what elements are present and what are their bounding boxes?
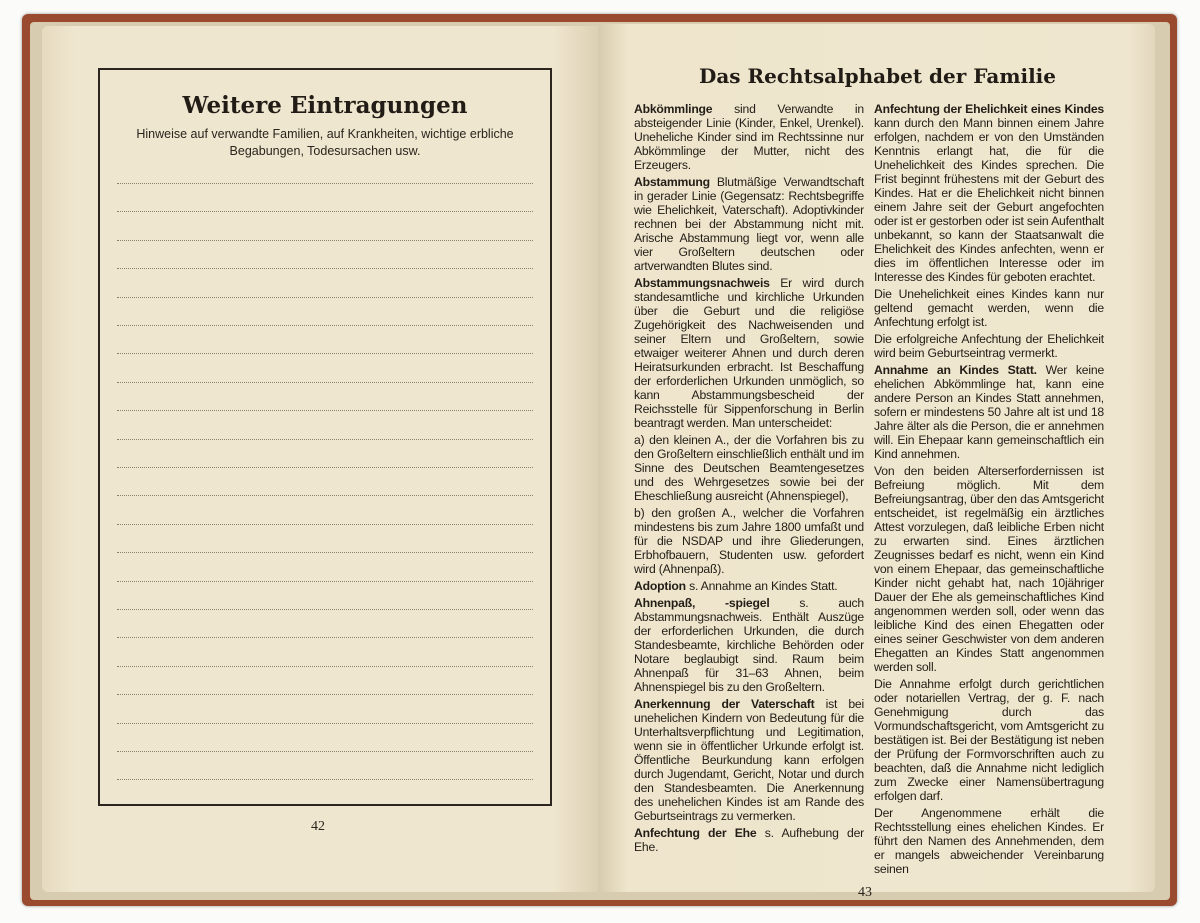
glossary-entry xyxy=(874,287,1104,329)
glossary-term: Abstammungsnachweis xyxy=(634,276,770,290)
glossary-text: sind Verwandte in absteigender Linie (Kinder, Enkel, Urenkel). Uneheliche Kinder sind im Rechtssinne nur Abkömmlinge der Mutter, nicht des Erzeugers. xyxy=(634,102,865,172)
entry-line[interactable] xyxy=(117,410,533,411)
glossary-text: Wer keine ehelichen Abkömmlinge hat, kann eine andere Person an Kindes Statt annehmen, sofern er mindestens 50 Jahre alt ist und 18 Jahre älter als die Person, die er annehmen will. Ein Ehepaar kann gemeinschaftlich ein Kind annehmen. xyxy=(874,363,1105,461)
entry-line[interactable] xyxy=(117,495,533,496)
glossary-term: Ahnenpaß, -spiegel xyxy=(634,596,770,610)
text-column-left xyxy=(634,102,864,857)
entry-line[interactable] xyxy=(117,666,533,667)
glossary-term: Anfechtung der Ehelichkeit eines Kindes xyxy=(874,102,1104,116)
entry-line[interactable] xyxy=(117,439,533,440)
entry-line[interactable] xyxy=(117,694,533,695)
glossary-entry xyxy=(634,102,864,172)
entry-line[interactable] xyxy=(117,353,533,354)
glossary-text: Die erfolgreiche Anfechtung der Ehelichkeit wird beim Geburtseintrag vermerkt. xyxy=(874,332,1104,360)
entry-line[interactable] xyxy=(117,609,533,610)
glossary-entry xyxy=(634,175,864,273)
entry-line[interactable] xyxy=(117,637,533,638)
entry-line[interactable] xyxy=(117,552,533,553)
text-column-right xyxy=(874,102,1104,879)
glossary-term: Abstammung xyxy=(634,175,710,189)
glossary-entry xyxy=(874,677,1104,803)
glossary-term: Adoption xyxy=(634,579,686,593)
entry-line[interactable] xyxy=(117,467,533,468)
glossary-text: Von den beiden Alterserfordernissen ist Befreiung möglich. Mit dem Befreiungsantrag, über den das Amtsgericht entscheidet, ist regelmäßig ein ärztliches Attest vorzulegen, daß leibliche Erben nicht zu erwarten sind. Eines ärztlichen Zeugnisses bedarf es nicht, wenn ein Kind von einem Ehepaar, das gemeinschaftliche Kinder nicht gehabt hat, nach 10jähriger Dauer der Ehe als gemeinschaftliches Kind angenommen werden soll, oder wenn das leibliche Kind des einen Ehegatten oder eines seiner Geschwister von dem anderen Ehegatten an Kindes Statt angenommen werden soll. xyxy=(874,464,1104,674)
entry-line[interactable] xyxy=(117,524,533,525)
glossary-term: Anerkennung der Vaterschaft xyxy=(634,697,815,711)
page-number: 43 xyxy=(858,885,872,900)
glossary-entry xyxy=(874,332,1104,360)
left-page xyxy=(42,26,598,892)
entry-line[interactable] xyxy=(117,779,533,780)
glossary-entry xyxy=(634,506,864,576)
glossary-entry xyxy=(874,363,1104,461)
entry-line[interactable] xyxy=(117,240,533,241)
glossary-entry xyxy=(634,276,864,430)
entry-line[interactable] xyxy=(117,211,533,212)
page-title: Das Rechtsalphabet der Familie xyxy=(699,64,1056,88)
glossary-term: Anfechtung der Ehe xyxy=(634,826,757,840)
glossary-text: Die Annahme erfolgt durch gerichtlichen oder notariellen Vertrag, der g. F. nach Genehmigung durch das Vormundschaftsgericht, vom Amtsgericht zu bestätigen ist. Bei der Bestätigung ist neben der Prüfung der Formvorschriften auch zu beachten, daß die Annahme nicht lediglich zum Zwecke einer Namensübertragung erfolgen darf. xyxy=(874,677,1104,803)
glossary-text: Der Angenommene erhält die Rechtsstellung eines ehelichen Kindes. Er führt den Namen des Annehmenden, dem er mangels abweichender Vereinbarung seinen xyxy=(874,806,1104,876)
glossary-text: a) den kleinen A., der die Vorfahren bis zu den Großeltern einschließlich enthält und im Sinne des Deutschen Beamtengesetzes und des Wehrgesetzes sowie bei der Eheschließung ausreicht (Ahnenspiegel), xyxy=(634,433,864,503)
glossary-entry xyxy=(634,596,864,694)
glossary-term: Annahme an Kindes Statt. xyxy=(874,363,1037,377)
glossary-entry xyxy=(874,102,1104,284)
glossary-text: ist bei unehelichen Kindern von Bedeutung für die Unterhaltsverpflichtung und Legitimation, wenn sie in öffentlicher Urkunde erfolgt ist. Öffentliche Beurkundung kann erfolgen durch Jugendamt, Gericht, Notar und durch den Standesbeamten. Die Anerkennung des unehelichen Kindes ist am Rande des Geburtseintrags zu vermerken. xyxy=(634,697,865,823)
glossary-text: s. auch Abstammungsnachweis. Enthält Auszüge der erforderlichen Urkunden, die durch Standesbeamte, kirchliche Behörden oder Notare beglaubigt sind. Raum beim Ahnenpaß für 31–63 Ahnen, beim Ahnenspiegel bis zu den Großeltern. xyxy=(634,596,864,694)
right-page xyxy=(600,24,1155,900)
page-title: Weitere Eintragungen xyxy=(182,92,468,119)
entries-frame xyxy=(98,68,552,806)
glossary-term: Abkömmlinge xyxy=(634,102,713,116)
glossary-text: Er wird durch standesamtliche und kirchliche Urkunden über die Geburt und die religiöse Zugehörigkeit des Nachweisenden und seiner Eltern und Großeltern, sowie etwaiger weiterer Ahnen und durch deren Heiratsurkunden erbracht. Ist Beschaffung der erforderlichen Urkunden unmöglich, so kann Abstammungsbescheid der Reichsstelle für Sippenforschung in Berlin beantragt werden. Man unterscheidet: xyxy=(634,276,864,430)
glossary-entry xyxy=(874,464,1104,674)
entry-line[interactable] xyxy=(117,268,533,269)
entry-line[interactable] xyxy=(117,581,533,582)
entry-line[interactable] xyxy=(117,297,533,298)
glossary-entry xyxy=(634,697,864,823)
glossary-entry xyxy=(634,433,864,503)
entry-line[interactable] xyxy=(117,382,533,383)
glossary-entry xyxy=(874,806,1104,876)
glossary-text: Die Unehelichkeit eines Kindes kann nur geltend gemacht werden, wenn die Anfechtung erfolgt ist. xyxy=(874,287,1104,329)
entry-line[interactable] xyxy=(117,751,533,752)
page-subtitle: Hinweise auf verwandte Familien, auf Krankheiten, wichtige erbliche Begabungen, Todesursachen usw. xyxy=(136,127,514,158)
glossary-entry xyxy=(634,826,864,854)
entry-line[interactable] xyxy=(117,183,533,184)
glossary-text: kann durch den Mann binnen einem Jahre erfolgen, nachdem er von den Umständen Kenntnis erlangt hat, die für die Unehelichkeit des Kindes sprechen. Die Frist beginnt frühestens mit der Geburt des Kindes. Hat er die Ehelichkeit nicht binnen einem Jahre seit der Geburt angefochten oder ist er gestorben oder ist sein Aufenthalt unbekannt, so kann der Staatsanwalt die Ehelichkeit des Kindes anfechten, wenn er dies im öffentlichen Interesse oder im Interesse des Kindes für geboten erachtet. xyxy=(874,116,1104,284)
glossary-text: s. Annahme an Kindes Statt. xyxy=(689,579,838,593)
glossary-text: s. Aufhebung der Ehe. xyxy=(634,826,864,854)
entry-line[interactable] xyxy=(117,325,533,326)
glossary-text: b) den großen A., welcher die Vorfahren mindestens bis zum Jahre 1800 umfaßt und für die NSDAP und ihre Gliederungen, Erbhofbauern, Studenten usw. gefordert wird (Ahnenpaß). xyxy=(634,506,864,576)
glossary-entry xyxy=(634,579,864,593)
page-number: 42 xyxy=(311,819,325,834)
entry-line[interactable] xyxy=(117,723,533,724)
glossary-text: Blutmäßige Verwandtschaft in gerader Linie (Gegensatz: Rechtsbegriffe wie Ehelichkeit, Vaterschaft). Adoptivkinder rechnen bei der Abstammung nicht mit. Arische Abstammung liegt vor, wenn alle vier Großeltern deutschen oder artverwandten Blutes sind. xyxy=(634,175,865,273)
